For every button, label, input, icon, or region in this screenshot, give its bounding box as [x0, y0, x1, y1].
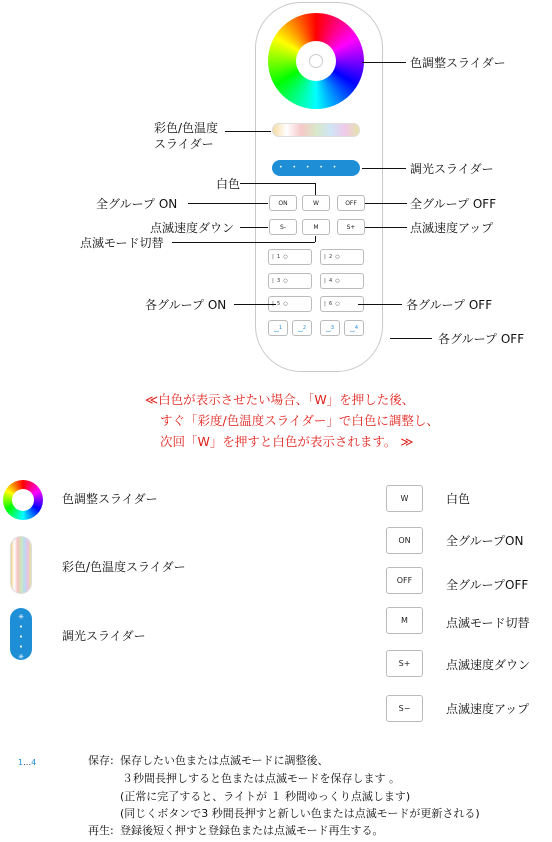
callout-line [225, 131, 271, 132]
notice-line-3: 次回「W」を押すと白色が表示されます。 ≫ [160, 434, 414, 449]
group-number: 2 [329, 254, 333, 260]
save-icon-first: 1 [18, 758, 24, 767]
group-5-button[interactable]: | 5 ○ [268, 296, 312, 312]
callout-line [315, 183, 316, 195]
notice-line-2: すぐ「彩度/色温度スライダー」で白色に調整し、 [160, 413, 439, 428]
callout-cct-2: スライダー [154, 137, 214, 151]
off-button[interactable]: OFF [337, 195, 365, 211]
on-button[interactable]: ON [269, 195, 297, 211]
save-3-button[interactable]: ⌴$^3$ [320, 320, 340, 336]
save-line-2: ３秒間長押しすると色または点滅モードを保存します 。 [122, 772, 401, 785]
callout-speed-up: 点滅速度アップ [410, 221, 494, 235]
save-buttons-icon [18, 758, 36, 767]
dimmer-slider-icon: ✳ • • • ✳ [10, 608, 32, 660]
callout-dim-slider: 調光スライダー [410, 162, 494, 176]
group-number: 4 [329, 278, 333, 284]
legend-s-minus-key: S− [386, 695, 423, 722]
mode-button[interactable]: M [302, 219, 330, 235]
w-button[interactable]: W [302, 195, 330, 211]
callout-line [390, 338, 432, 339]
cct-slider[interactable] [272, 123, 360, 137]
callout-cct-1: 彩色/色温度 [154, 121, 219, 135]
callout-line [240, 183, 315, 184]
callout-line [362, 62, 406, 63]
save-line-1: 保存したい色または点滅モードに調整後、 [120, 754, 329, 767]
speed-minus-button[interactable]: S- [269, 219, 297, 235]
legend-w-key: W [386, 485, 423, 512]
speed-plus-button[interactable]: S+ [337, 219, 365, 235]
callout-line [362, 168, 406, 169]
callout-mode-switch: 点滅モード切替 [80, 236, 164, 250]
callout-line [315, 236, 316, 242]
callout-line [365, 203, 407, 204]
save-icon-last: 4 [31, 758, 37, 767]
callout-speed-down: 点滅速度ダウン [150, 221, 235, 235]
legend-off-key: OFF [386, 567, 423, 594]
group-1-button[interactable]: | 1 ○ [268, 249, 312, 265]
save-label: 保存: [88, 754, 114, 767]
play-label: 再生: [88, 824, 114, 837]
legend-mode-switch: 点滅モード切替 [446, 616, 530, 630]
play-line: 登録後短く押すと登録色または点滅モード再生する。 [120, 824, 384, 837]
save-2-button[interactable]: ⌴$^2$ [292, 320, 312, 336]
legend-on-key: ON [386, 527, 423, 554]
save-number: 4 [354, 325, 358, 331]
callout-line [188, 203, 268, 204]
notice-line-1: ≪白色が表示させたい場合、「W」を押した後、 [145, 392, 415, 407]
save-line-4: (同じくボタンで3 秒間長押すと新しい色または点滅モードが更新される) [120, 807, 480, 820]
group-6-button[interactable]: | 6 ○ [320, 296, 364, 312]
cct-slider-icon [10, 536, 32, 594]
legend-speed-up: 点滅速度アップ [446, 702, 530, 716]
group-3-button[interactable]: | 3 ○ [268, 273, 312, 289]
callout-line [234, 304, 276, 305]
legend-color-slider: 色調整スライダー [62, 492, 158, 506]
callout-line [358, 304, 402, 305]
legend-white: 白色 [446, 492, 471, 506]
legend-speed-down: 点滅速度ダウン [446, 658, 531, 672]
callout-group-off: 各グループ OFF [406, 298, 493, 312]
group-number: 1 [277, 254, 281, 260]
group-number: 5 [277, 301, 281, 307]
save-1-button[interactable]: ⌴$^1$ [268, 320, 288, 336]
legend-m-key: M [386, 607, 423, 634]
group-number: 3 [277, 278, 281, 284]
save-number: 3 [330, 325, 334, 331]
save-line-3: (正常に完了すると、ライトが １ 秒間ゆっくり点滅します) [120, 790, 411, 803]
group-4-button[interactable]: | 4 ○ [320, 273, 364, 289]
group-number: 6 [329, 301, 333, 307]
dimmer-dots-icon: • • • • • • • ● ✳ [279, 164, 341, 187]
legend-cct-slider: 彩色/色温度スライダー [62, 560, 186, 574]
legend-dim-slider: 調光スライダー [62, 629, 146, 643]
group-2-button[interactable]: | 2 ○ [320, 249, 364, 265]
legend-all-off: 全グループOFF [446, 578, 529, 592]
legend-all-on: 全グループON [446, 534, 524, 548]
color-wheel-knob[interactable] [309, 54, 323, 68]
save-4-button[interactable]: ⌴$^4$ [344, 320, 364, 336]
callout-group-off-2: 各グループ OFF [438, 332, 525, 346]
callout-white: 白色 [216, 177, 241, 191]
save-number: 1 [278, 325, 282, 331]
callout-line [365, 227, 407, 228]
callout-color-slider: 色調整スライダー [410, 56, 506, 70]
save-number: 2 [302, 325, 306, 331]
callout-line [172, 242, 315, 243]
legend-s-plus-key: S+ [386, 650, 423, 677]
callout-line [240, 227, 268, 228]
callout-all-on: 全グループ ON [96, 197, 178, 211]
save-icon-dots: … [23, 758, 32, 767]
callout-all-off: 全グループ OFF [410, 197, 497, 211]
callout-group-on: 各グループ ON [145, 298, 227, 312]
color-wheel-icon-center [12, 489, 34, 511]
